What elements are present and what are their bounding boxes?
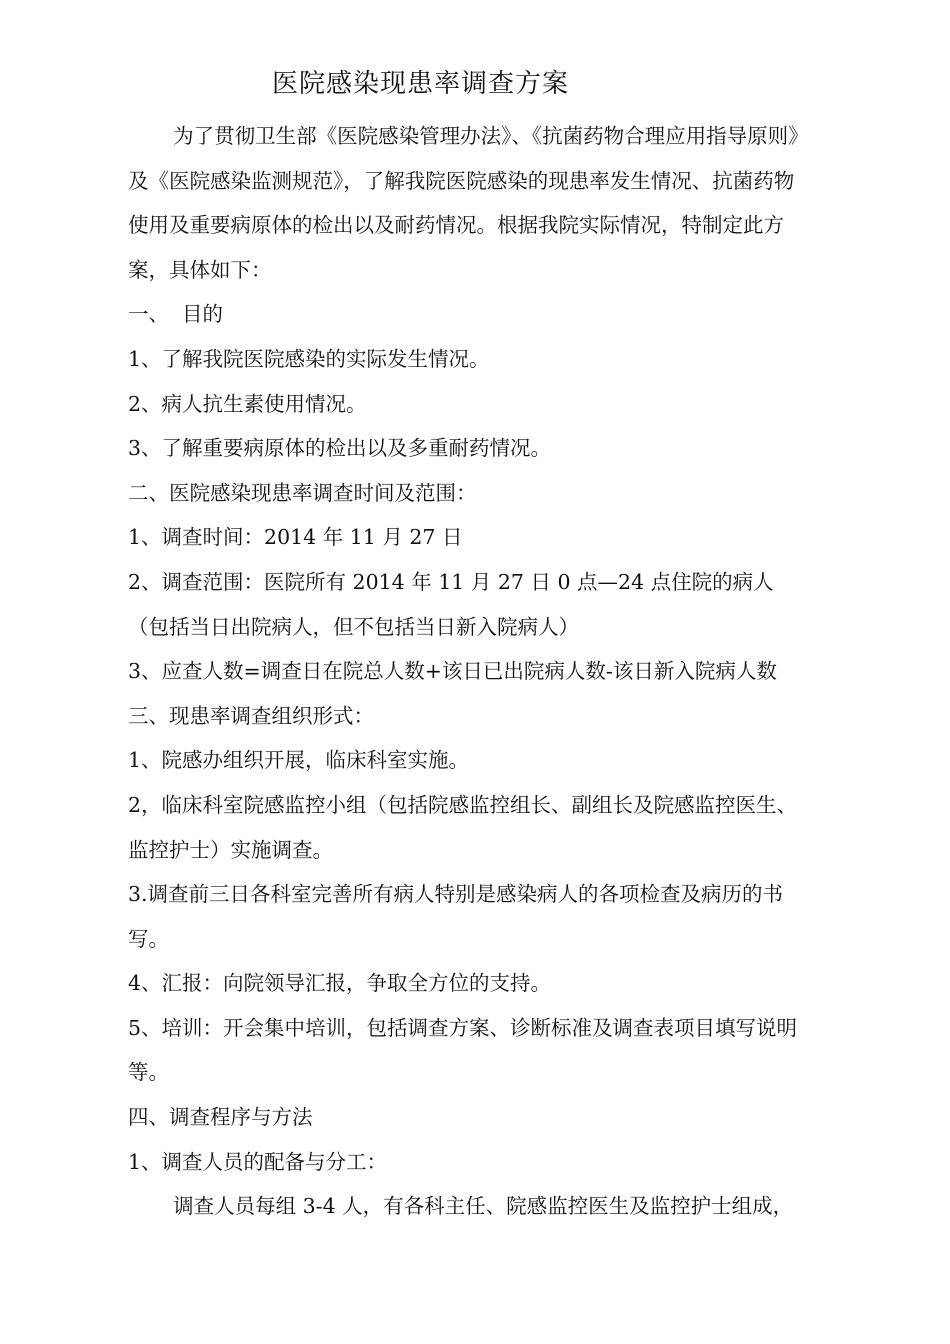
time-scope-item-1: 1、调查时间：2014 年 11 月 27 日 xyxy=(128,525,463,550)
purpose-item-2: 2、病人抗生素使用情况。 xyxy=(128,391,367,416)
document-title: 医院感染现患率调查方案 xyxy=(272,69,570,99)
time-scope-item-2: 2、调查范围：医院所有 2014 年 11 月 27 日 0 点—24 点住院的病人（包括当日出院病人，但不包括当日新入院病人） xyxy=(128,569,774,639)
organization-item-5: 5、培训：开会集中培训，包括调查方案、诊断标准及调查表项目填写说明等。 xyxy=(128,1015,798,1085)
section-heading-time-scope: 二、医院感染现患率调查时间及范围： xyxy=(128,480,477,505)
purpose-item-1: 1、了解我院医院感染的实际发生情况。 xyxy=(128,346,490,371)
procedure-item-1: 1、调查人员的配备与分工： xyxy=(128,1149,388,1174)
organization-item-1: 1、院感办组织开展，临床科室实施。 xyxy=(128,748,470,773)
organization-item-3: 3.调查前三日各科室完善所有病人特别是感染病人的各项检查及病历的书写。 xyxy=(128,882,784,951)
section-heading-procedure: 四、调查程序与方法 xyxy=(128,1105,313,1130)
time-scope-item-3: 3、应查人数=调查日在院总人数+该日已出院病人数-该日新入院病人数 xyxy=(128,659,777,684)
section-heading-organization: 三、现患率调查组织形式： xyxy=(128,703,374,728)
purpose-item-3: 3、了解重要病原体的检出以及多重耐药情况。 xyxy=(128,436,552,461)
intro-paragraph: 为了贯彻卫生部《医院感染管理办法》、《抗菌药物合理应用指导原则》及《医院感染监测规范》，了解我院医院感染的现患率发生情况、抗菌药物使用及重要病原体的检出以及耐药情况。根据我院实际情况，特制定此方案，具体如下： xyxy=(128,124,809,282)
procedure-item-1-detail: 调查人员每组 3-4 人，有各科主任、院感监控医生及监控护士组成， xyxy=(173,1194,794,1219)
section-heading-purpose: 一、 目的 xyxy=(128,302,224,327)
organization-item-4: 4、汇报：向院领导汇报，争取全方位的支持。 xyxy=(128,971,552,996)
organization-item-2: 2，临床科室院感监控小组（包括院感监控组长、副组长及院感监控医生、监控护士）实施调查。 xyxy=(128,792,798,862)
document-body xyxy=(128,114,812,1229)
